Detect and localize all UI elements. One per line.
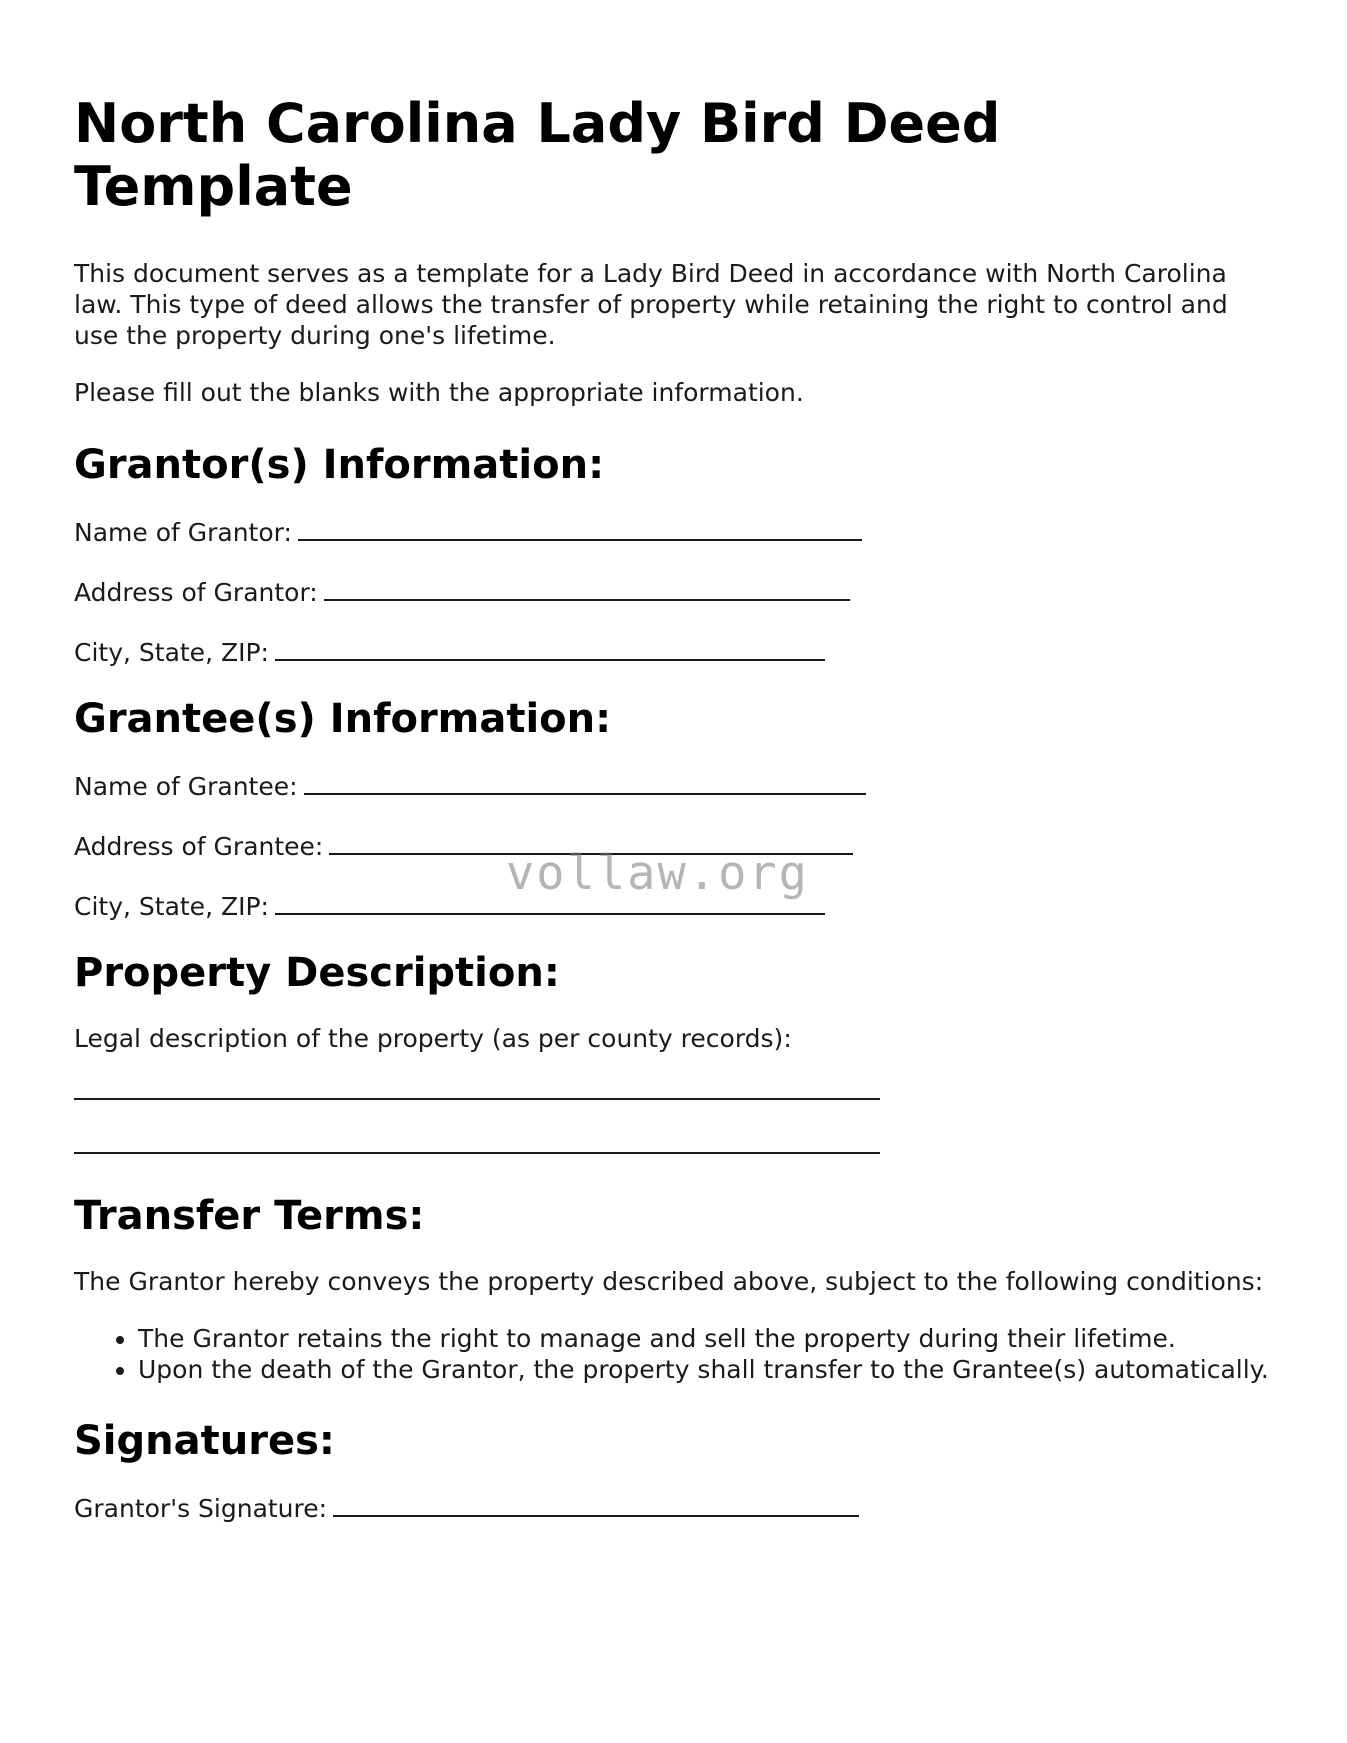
- grantor-name-blank[interactable]: [298, 515, 862, 541]
- property-label: Legal description of the property (as per county records):: [74, 1024, 792, 1053]
- grantee-address-label: Address of Grantee:: [74, 832, 324, 861]
- grantor-name-label: Name of Grantor:: [74, 518, 292, 547]
- property-description-line-1[interactable]: [74, 1072, 880, 1100]
- grantor-address-label: Address of Grantor:: [74, 578, 318, 607]
- condition-item: • The Grantor retains the right to manage and sell the property during their lifetime.: [138, 1323, 1274, 1354]
- grantor-city-label: City, State, ZIP:: [74, 638, 269, 667]
- grantee-name-field: [74, 769, 1274, 802]
- grantee-address-blank[interactable]: [329, 829, 853, 855]
- grantor-heading: Grantor(s) Information:: [74, 442, 605, 488]
- grantee-address-field: [74, 829, 1274, 862]
- transfer-heading: Transfer Terms:: [74, 1193, 425, 1239]
- property-description-line-2[interactable]: [74, 1126, 880, 1154]
- grantee-heading: Grantee(s) Information:: [74, 696, 612, 742]
- grantor-city-field: [74, 635, 1274, 668]
- grantor-signature-blank[interactable]: [333, 1491, 859, 1517]
- grantee-city-blank[interactable]: [275, 889, 825, 915]
- grantee-city-label: City, State, ZIP:: [74, 892, 269, 921]
- condition-item: • Upon the death of the Grantor, the property shall transfer to the Grantee(s) automatically.: [138, 1354, 1274, 1385]
- grantor-signature-label: Grantor's Signature:: [74, 1494, 328, 1523]
- conditions-list: [74, 1323, 1274, 1385]
- grantor-city-blank[interactable]: [275, 635, 825, 661]
- page-title: North Carolina Lady Bird Deed Template: [74, 92, 1001, 218]
- grantee-name-label: Name of Grantee:: [74, 772, 298, 801]
- transfer-text: The Grantor hereby conveys the property described above, subject to the following conditions:: [74, 1267, 1264, 1296]
- grantor-address-blank[interactable]: [324, 575, 850, 601]
- grantor-address-field: [74, 575, 1274, 608]
- grantor-signature-field: [74, 1491, 1274, 1524]
- instructions-paragraph: Please fill out the blanks with the appropriate information.: [74, 378, 804, 407]
- signatures-heading: Signatures:: [74, 1418, 335, 1464]
- property-heading: Property Description:: [74, 950, 560, 996]
- intro-paragraph: This document serves as a template for a Lady Bird Deed in accordance with North Carolina law. This type of deed allows the transfer of property while retaining the right to control and use the property during one's lifetime.: [74, 259, 1228, 350]
- grantee-city-field: [74, 889, 1274, 922]
- grantor-name-field: [74, 515, 1274, 548]
- grantee-name-blank[interactable]: [304, 769, 866, 795]
- watermark: vollaw.org: [506, 846, 809, 901]
- document-page: [74, 92, 1274, 1551]
